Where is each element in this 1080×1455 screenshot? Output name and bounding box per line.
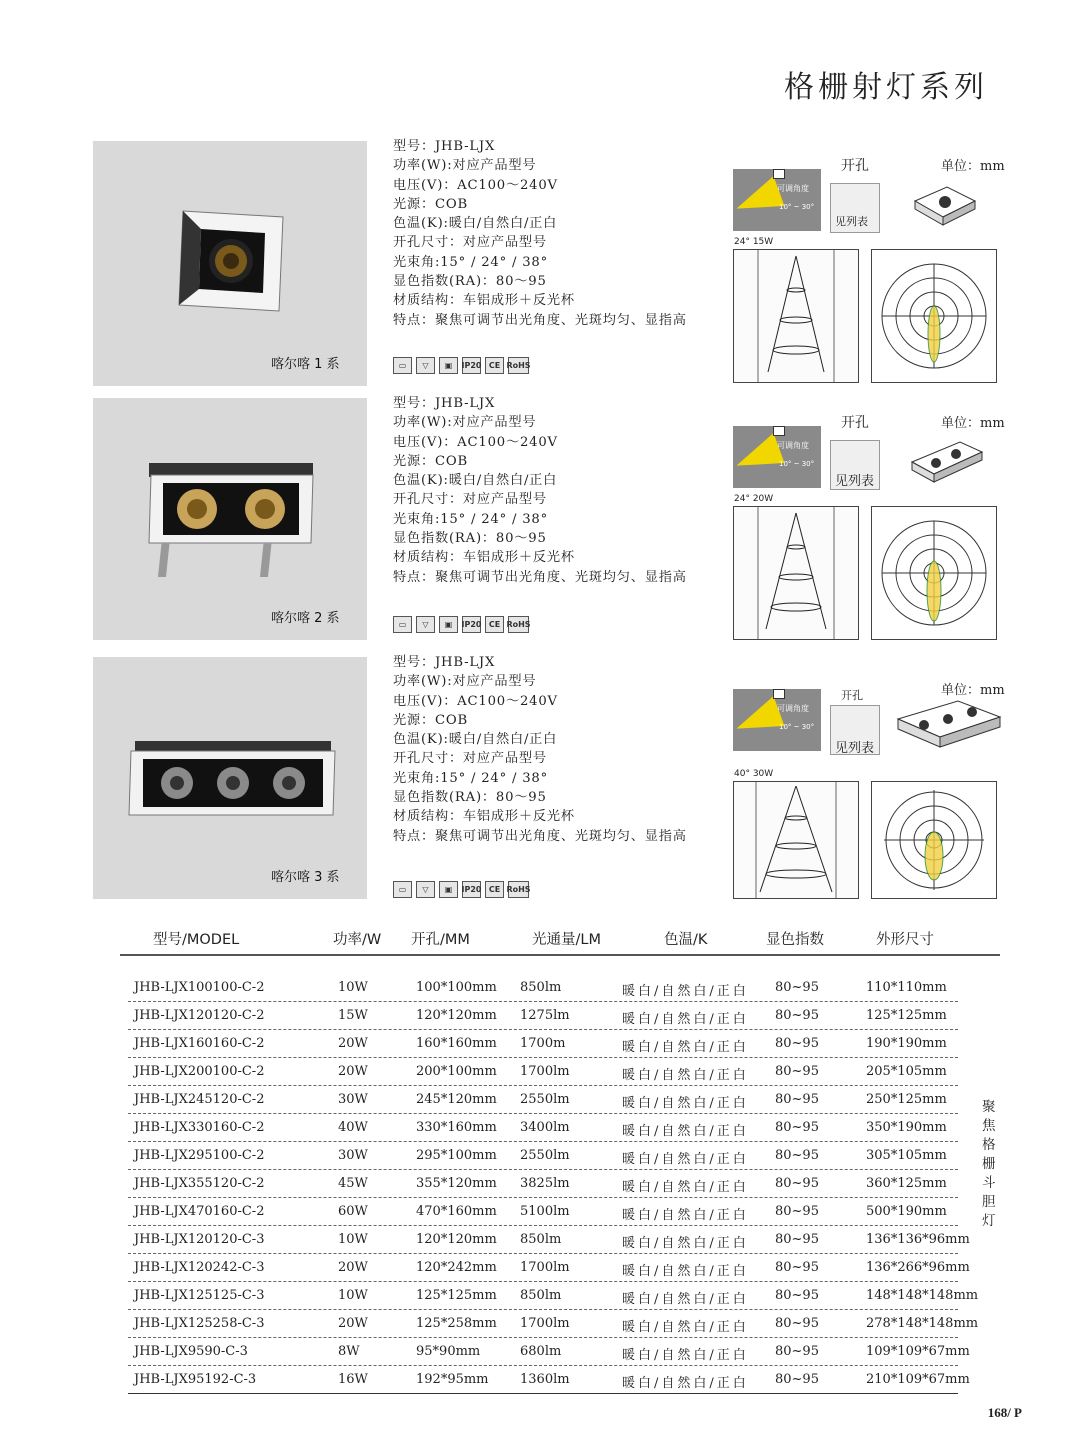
cell-cutout: 120*120mm: [416, 1008, 497, 1023]
cell-power: 8W: [338, 1344, 360, 1359]
fixture-sketch-icon: [893, 695, 1005, 755]
install-icon: ▭: [393, 616, 412, 633]
cell-lumen: 680lm: [520, 1344, 562, 1359]
table-row: [128, 1254, 970, 1282]
cell-lumen: 1360lm: [520, 1372, 570, 1387]
cell-cct: 暖白/自然白/正白: [622, 1320, 749, 1335]
cell-model: JHB-LJX200100-C-2: [134, 1064, 265, 1079]
cell-cri: 80~95: [775, 1008, 819, 1023]
cell-cct: 暖白/自然白/正白: [622, 984, 749, 999]
cell-cutout: 120*242mm: [416, 1260, 497, 1275]
cell-lumen: 1700m: [520, 1036, 566, 1051]
cell-cct: 暖白/自然白/正白: [622, 1040, 749, 1055]
spec-source: 光源：COB: [393, 712, 468, 728]
cell-cri: 80~95: [775, 1232, 819, 1247]
polar-curve-diagram: [871, 249, 997, 383]
cell-size: 350*190mm: [866, 1120, 947, 1135]
cell-cri: 80~95: [775, 1288, 819, 1303]
spec-beam: 光束角:15° / 24° / 38°: [393, 254, 548, 270]
product-block-3: [93, 657, 1013, 902]
cell-cct: 暖白/自然白/正白: [622, 1152, 749, 1167]
product-label: 喀尔喀 1 系: [271, 357, 340, 372]
tilt-label: 可调角度: [777, 704, 809, 713]
cell-cutout: 100*100mm: [416, 980, 497, 995]
rohs-icon: RoHS: [508, 357, 529, 374]
rohs-icon: RoHS: [508, 616, 529, 633]
cell-cct: 暖白/自然白/正白: [622, 1180, 749, 1195]
cell-power: 10W: [338, 980, 368, 995]
class-ii-icon: ▣: [439, 616, 458, 633]
unit-label: 单位：mm: [941, 683, 1005, 698]
cell-size: 190*190mm: [866, 1036, 947, 1051]
see-table-text: 见列表: [835, 741, 875, 756]
product-block-2: [93, 398, 1013, 643]
cell-model: JHB-LJX9590-C-3: [134, 1344, 248, 1359]
cell-power: 10W: [338, 1232, 368, 1247]
tilt-range: 10° ~ 30°: [779, 460, 815, 468]
cell-lumen: 5100lm: [520, 1204, 570, 1219]
cell-cri: 80~95: [775, 1148, 819, 1163]
tilt-diagram: [733, 426, 821, 488]
spec-material: 材质结构：车铝成形＋反光杯: [393, 809, 575, 825]
cell-size: 136*136*96mm: [866, 1232, 970, 1247]
beam-spread-diagram: [733, 506, 859, 640]
cell-cutout: 295*100mm: [416, 1148, 497, 1163]
ceiling-hole-shape: [773, 169, 785, 179]
cert-icons: [393, 881, 529, 898]
unit-label: 单位：mm: [941, 416, 1005, 431]
product-photo: [93, 141, 367, 386]
cell-size: 360*125mm: [866, 1176, 947, 1191]
cell-size: 210*109*67mm: [866, 1372, 970, 1387]
cell-model: JHB-LJX125258-C-3: [134, 1316, 265, 1331]
cell-cct: 暖白/自然白/正白: [622, 1068, 749, 1083]
table-row: [128, 1198, 958, 1226]
polar-curve-diagram: [871, 506, 997, 640]
cell-cri: 80~95: [775, 1120, 819, 1135]
cert-icons: [393, 616, 529, 633]
spec-beam: 光束角:15° / 24° / 38°: [393, 511, 548, 527]
page-number: 168/ P: [987, 1405, 1022, 1420]
triple-grille-light-image: [125, 735, 341, 825]
product-photo: [93, 398, 367, 640]
cell-power: 30W: [338, 1148, 368, 1163]
table-row: [128, 1114, 958, 1142]
cell-power: 15W: [338, 1008, 368, 1023]
table-row: [128, 1030, 958, 1058]
cell-size: 148*148*148mm: [866, 1288, 979, 1303]
cell-cutout: 470*160mm: [416, 1204, 497, 1219]
table-row: [128, 1226, 970, 1254]
cell-size: 305*105mm: [866, 1148, 947, 1163]
cell-size: 125*125mm: [866, 1008, 947, 1023]
f-mark-icon: ▽: [416, 357, 435, 374]
spec-material: 材质结构：车铝成形＋反光杯: [393, 293, 575, 309]
table-row: [128, 1282, 979, 1310]
tilt-label: 可调角度: [777, 441, 809, 450]
fixture-sketch-icon: [901, 428, 991, 488]
beam-label: 24° 15W: [734, 237, 774, 247]
cell-power: 40W: [338, 1120, 368, 1135]
tilt-diagram: [733, 169, 821, 231]
ip20-icon: IP20: [462, 357, 481, 374]
cell-cct: 暖白/自然白/正白: [622, 1264, 749, 1279]
cell-cct: 暖白/自然白/正白: [622, 1208, 749, 1223]
cell-lumen: 1275lm: [520, 1008, 570, 1023]
cell-cutout: 245*120mm: [416, 1092, 497, 1107]
spec-model: 型号：JHB-LJX: [393, 655, 496, 670]
cell-model: JHB-LJX120120-C-2: [134, 1008, 265, 1023]
single-grille-light-image: [163, 201, 303, 321]
tilt-range: 10° ~ 30°: [779, 203, 815, 211]
cell-cutout: 120*120mm: [416, 1232, 497, 1247]
spec-feature: 特点：聚焦可调节出光角度、光斑均匀、显指高: [393, 312, 687, 328]
spec-source: 光源：COB: [393, 453, 468, 469]
spec-material: 材质结构：车铝成形＋反光杯: [393, 550, 575, 566]
cell-cct: 暖白/自然白/正白: [622, 1376, 749, 1391]
spec-power: 功率(W):对应产品型号: [393, 674, 537, 690]
cell-lumen: 2550lm: [520, 1148, 570, 1163]
col-cri: 显色指数: [766, 932, 824, 948]
ip20-icon: IP20: [462, 616, 481, 633]
cell-model: JHB-LJX95192-C-3: [134, 1372, 257, 1387]
f-mark-icon: ▽: [416, 881, 435, 898]
ce-icon: CE: [485, 881, 504, 898]
beam-spread-diagram: [733, 781, 859, 899]
spec-cri: 显色指数(RA)：80～95: [393, 274, 547, 290]
cell-lumen: 3400lm: [520, 1120, 570, 1135]
cell-cri: 80~95: [775, 1316, 819, 1331]
spec-model: 型号：JHB-LJX: [393, 139, 496, 154]
f-mark-icon: ▽: [416, 616, 435, 633]
col-lumen: 光通量/LM: [532, 932, 601, 948]
cell-cri: 80~95: [775, 1372, 819, 1387]
spec-cct: 色温(K):暖白/自然白/正白: [393, 216, 558, 232]
cell-power: 60W: [338, 1204, 368, 1219]
spec-voltage: 电压(V)：AC100～240V: [393, 177, 558, 193]
spec-power: 功率(W):对应产品型号: [393, 158, 537, 174]
cell-cutout: 125*125mm: [416, 1288, 497, 1303]
table-row: [128, 1058, 958, 1086]
spec-cutout: 开孔尺寸：对应产品型号: [393, 235, 547, 251]
cell-cri: 80~95: [775, 1260, 819, 1275]
cell-cri: 80~95: [775, 1092, 819, 1107]
ceiling-hole-shape: [773, 426, 785, 436]
spec-power: 功率(W):对应产品型号: [393, 415, 537, 431]
cell-lumen: 1700lm: [520, 1316, 570, 1331]
cell-power: 20W: [338, 1316, 368, 1331]
cell-power: 20W: [338, 1036, 368, 1051]
spec-list: [393, 653, 687, 846]
cell-cutout: 330*160mm: [416, 1120, 497, 1135]
tilt-range: 10° ~ 30°: [779, 723, 815, 731]
product-label: 喀尔喀 3 系: [271, 870, 340, 885]
cell-cct: 暖白/自然白/正白: [622, 1124, 749, 1139]
hole-label: 开孔: [841, 158, 869, 174]
cell-model: JHB-LJX120242-C-3: [134, 1260, 265, 1275]
install-icon: ▭: [393, 881, 412, 898]
ce-icon: CE: [485, 616, 504, 633]
table-row: [128, 1170, 958, 1198]
cell-lumen: 1700lm: [520, 1064, 570, 1079]
cell-size: 110*110mm: [866, 980, 947, 995]
cell-cct: 暖白/自然白/正白: [622, 1096, 749, 1111]
cell-cct: 暖白/自然白/正白: [622, 1348, 749, 1363]
beam-label: 40° 30W: [734, 769, 774, 779]
cell-cutout: 192*95mm: [416, 1372, 489, 1387]
cell-power: 45W: [338, 1176, 368, 1191]
cell-size: 250*125mm: [866, 1092, 947, 1107]
table-row: [128, 1338, 970, 1366]
spec-feature: 特点：聚焦可调节出光角度、光斑均匀、显指高: [393, 828, 687, 844]
cell-cri: 80~95: [775, 1176, 819, 1191]
series-title: 格栅射灯系列: [784, 70, 988, 105]
cell-cri: 80~95: [775, 1036, 819, 1051]
cell-cri: 80~95: [775, 1064, 819, 1079]
spec-voltage: 电压(V)：AC100～240V: [393, 693, 558, 709]
cell-power: 16W: [338, 1372, 368, 1387]
product-photo: [93, 657, 367, 899]
see-table-text: 见列表: [835, 215, 868, 228]
cert-icons: [393, 357, 529, 374]
header-rule: [120, 954, 1000, 956]
cell-cct: 暖白/自然白/正白: [622, 1236, 749, 1251]
cell-power: 20W: [338, 1260, 368, 1275]
unit-label: 单位：mm: [941, 159, 1005, 174]
cell-lumen: 3825lm: [520, 1176, 570, 1191]
table-row: [128, 1142, 958, 1170]
cell-cutout: 160*160mm: [416, 1036, 497, 1051]
spec-cct: 色温(K):暖白/自然白/正白: [393, 732, 558, 748]
table-body: [0, 974, 1080, 1394]
cell-model: JHB-LJX100100-C-2: [134, 980, 265, 995]
spec-feature: 特点：聚焦可调节出光角度、光斑均匀、显指高: [393, 569, 687, 585]
col-cutout: 开孔/MM: [411, 932, 470, 948]
cell-power: 30W: [338, 1092, 368, 1107]
spec-cutout: 开孔尺寸：对应产品型号: [393, 751, 547, 767]
cell-cutout: 125*258mm: [416, 1316, 497, 1331]
spec-source: 光源：COB: [393, 196, 468, 212]
cell-size: 205*105mm: [866, 1064, 947, 1079]
col-size: 外形尺寸: [876, 932, 934, 948]
cell-model: JHB-LJX160160-C-2: [134, 1036, 265, 1051]
spec-cri: 显色指数(RA)：80～95: [393, 531, 547, 547]
col-model: 型号/MODEL: [153, 932, 240, 948]
rohs-icon: RoHS: [508, 881, 529, 898]
beam-label: 24° 20W: [734, 494, 774, 504]
cell-lumen: 850lm: [520, 1288, 562, 1303]
spec-cct: 色温(K):暖白/自然白/正白: [393, 473, 558, 489]
double-grille-light-image: [141, 453, 321, 583]
hole-label: 开孔: [841, 415, 869, 431]
spec-cri: 显色指数(RA)：80～95: [393, 790, 547, 806]
tilt-diagram: [733, 689, 821, 751]
col-cct: 色温/K: [664, 932, 708, 948]
ce-icon: CE: [485, 357, 504, 374]
spec-beam: 光束角:15° / 24° / 38°: [393, 770, 548, 786]
cell-cutout: 200*100mm: [416, 1064, 497, 1079]
cell-size: 500*190mm: [866, 1204, 947, 1219]
cell-model: JHB-LJX355120-C-2: [134, 1176, 265, 1191]
hole-label: 开孔: [841, 689, 863, 702]
side-caption: 聚焦格栅斗胆灯: [982, 1099, 996, 1229]
cell-cri: 80~95: [775, 1344, 819, 1359]
cell-cri: 80~95: [775, 1204, 819, 1219]
fixture-sketch-icon: [905, 171, 981, 231]
cell-cutout: 355*120mm: [416, 1176, 497, 1191]
cell-size: 109*109*67mm: [866, 1344, 970, 1359]
class-ii-icon: ▣: [439, 357, 458, 374]
cell-size: 278*148*148mm: [866, 1316, 979, 1331]
cell-model: JHB-LJX245120-C-2: [134, 1092, 265, 1107]
cell-model: JHB-LJX470160-C-2: [134, 1204, 265, 1219]
cell-model: JHB-LJX125125-C-3: [134, 1288, 265, 1303]
col-power: 功率/W: [333, 932, 382, 948]
cell-cri: 80~95: [775, 980, 819, 995]
polar-curve-diagram: [871, 781, 997, 899]
ip20-icon: IP20: [462, 881, 481, 898]
table-row: [128, 1310, 979, 1338]
cell-model: JHB-LJX120120-C-3: [134, 1232, 265, 1247]
cell-lumen: 850lm: [520, 980, 562, 995]
cell-lumen: 850lm: [520, 1232, 562, 1247]
cell-cutout: 95*90mm: [416, 1344, 481, 1359]
spec-cutout: 开孔尺寸：对应产品型号: [393, 492, 547, 508]
table-row: [128, 1366, 970, 1394]
class-ii-icon: ▣: [439, 881, 458, 898]
beam-spread-diagram: [733, 249, 859, 383]
cell-power: 20W: [338, 1064, 368, 1079]
cell-cct: 暖白/自然白/正白: [622, 1012, 749, 1027]
product-block-1: [93, 141, 1013, 386]
cell-power: 10W: [338, 1288, 368, 1303]
install-icon: ▭: [393, 357, 412, 374]
cell-model: JHB-LJX330160-C-2: [134, 1120, 265, 1135]
spec-model: 型号：JHB-LJX: [393, 396, 496, 411]
cell-model: JHB-LJX295100-C-2: [134, 1148, 265, 1163]
table-row: [128, 974, 958, 1002]
cell-lumen: 2550lm: [520, 1092, 570, 1107]
cell-size: 136*266*96mm: [866, 1260, 970, 1275]
table-row: [128, 1002, 958, 1030]
ceiling-hole-shape: [773, 689, 785, 699]
table-header: [0, 928, 1080, 952]
cell-lumen: 1700lm: [520, 1260, 570, 1275]
spec-voltage: 电压(V)：AC100～240V: [393, 434, 558, 450]
see-table-text: 见列表: [835, 474, 875, 489]
table-row: [128, 1086, 958, 1114]
product-label: 喀尔喀 2 系: [271, 611, 340, 626]
spec-list: [393, 137, 687, 330]
spec-list: [393, 394, 687, 587]
cell-cct: 暖白/自然白/正白: [622, 1292, 749, 1307]
tilt-label: 可调角度: [777, 184, 809, 193]
